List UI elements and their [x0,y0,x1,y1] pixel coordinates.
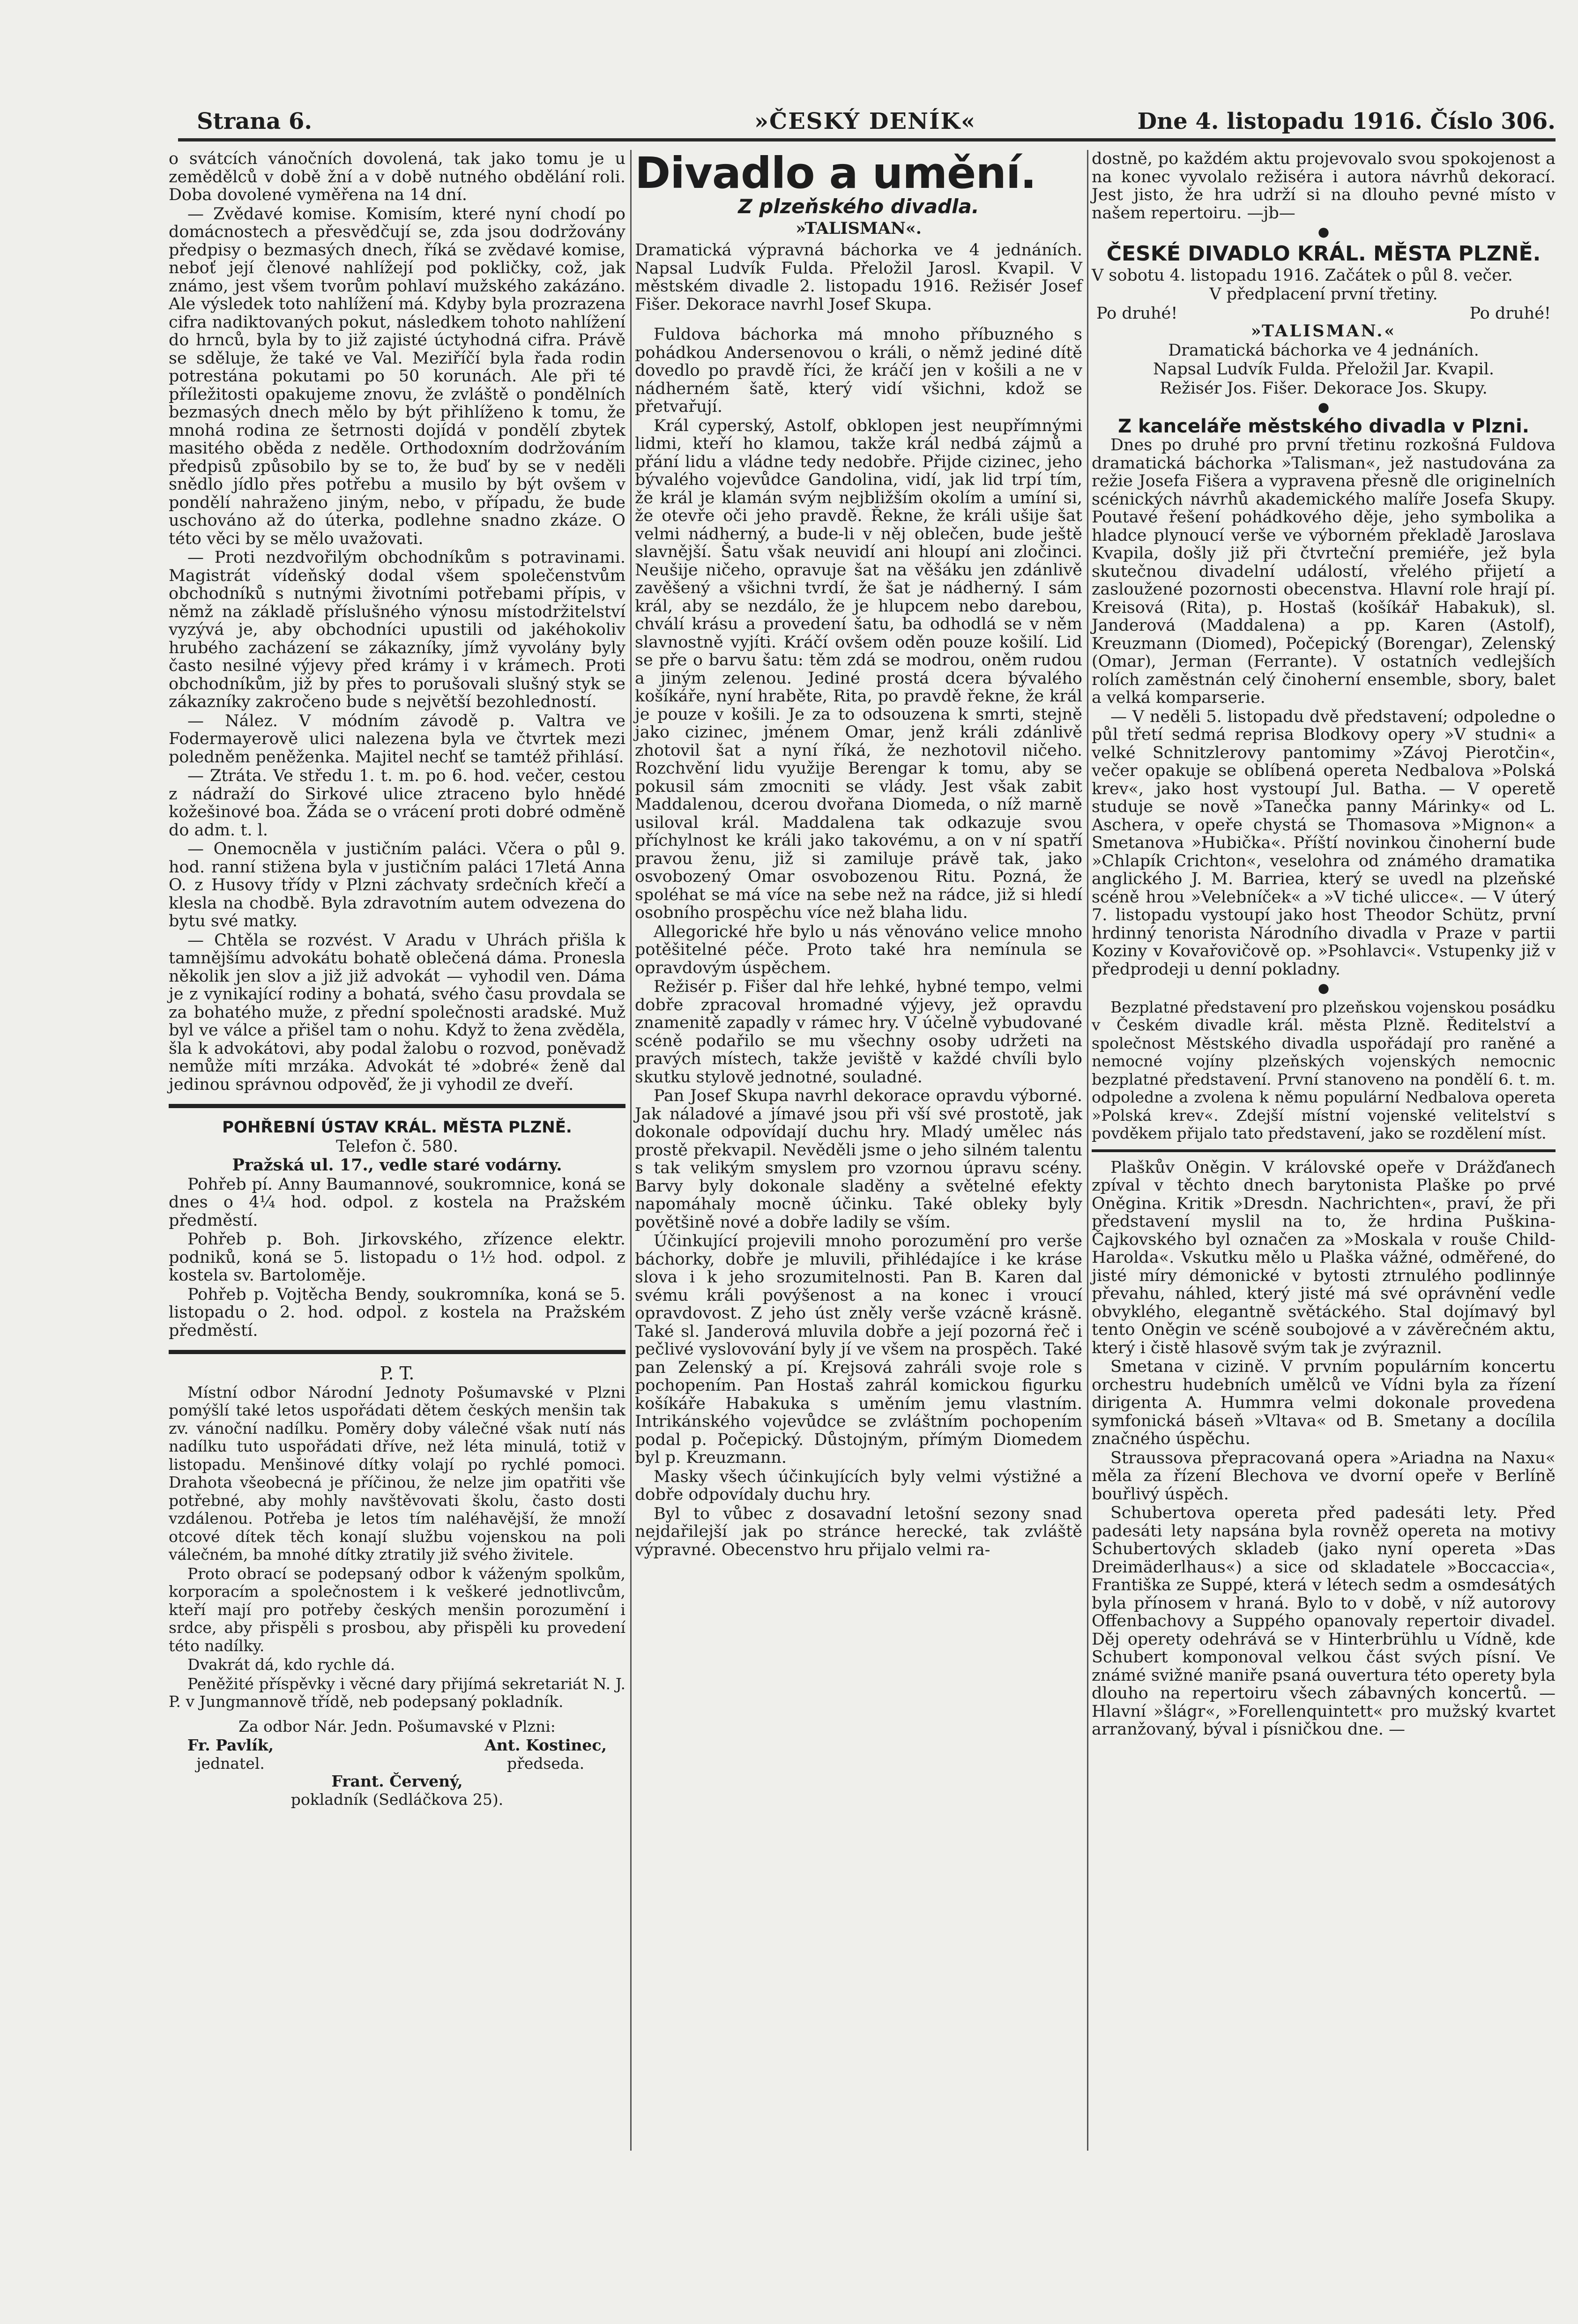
section-divider-2 [169,1350,625,1354]
page-header [178,96,1556,142]
theatre-author: Napsal Ludvík Fulda. Přeložil Jar. Kvapil. [1153,360,1495,379]
appeal-text-2: Proto obrací se podepsaný odbor k váženým spolkům, korporacím a společnostem i k veškeré jednotlivcům, kteří mají pro potřeby českých menšin porozumění i srdce, aby přispěli s prosbou, aby přispěli ku provedení této nadílky. [169,1564,625,1655]
theatre-director: Režisér Jos. Fišer. Dekorace Jos. Skupy. [1160,379,1488,398]
repeat-right: Po druhé! [1469,304,1551,323]
funeral-notice-3: Pohřeb p. Vojtěcha Bendy, soukromníka, koná se 5. listopadu o 2. hod. odpol. z kostela na Pražském předměstí. [169,1285,625,1340]
appeal-text-3: Dvakrát dá, kdo rychle dá. [187,1655,395,1674]
column-3 [1092,150,1556,1740]
review-p3: Allegorické hře bylo u nás věnováno velice mnoho potěšitelné péče. Proto také hra nemínula se opravdovým úspěchem. [635,922,1082,977]
divider-dot-2: ● [1317,399,1330,415]
section-divider-3 [1092,1149,1556,1152]
theatre-play-title: »TALISMAN.« [1250,321,1397,341]
news-onegin: Plaškův Oněgin. V královské opeře v Drážďanech zpíval v těchto dnech barytonista Plaške po prvé Oněgina. Kritik »Dresdn. Nachrichten«, praví, že při představení myslil na to, že hrdina Puškina-Čajkovského byl označen za »Moskala v rouše Child-Harolda«. Vskutku mělo u Plaška vážné, odměřené, do jisté míry démonické v bytosti ztrnulého podlinnýe převahu, náhled, který jisté má své oprávnění vedle obvyklého, elegantně světáckého. Stal dojímavý byl tento Oněgin ve scéně soubojové a v závěrečném aktu, který i čistě hlasově svým tak je zvýraznil. [1092,1158,1556,1357]
office-heading: Z kanceláře městského divadla v Plzni. [1118,415,1529,437]
review-p6: Účinkující projevili mnoho porozumění pro verše báchorky, dobře je mluvili, přihlédajíce i ke kráse slova i k jeho srozumitelnosti. Pan B. Karen dal svému králi povýšenost a na konec i vroucí opravdovost. Z jeho úst zněly verše vzácně krásně. Také sl. Janderová mluvila dobře a její pozorná řeč i pečlivé vyslovování byly jí ve všem na prospěch. Také pan Zelenský a pí. Krejsová zahráli svoje role s pochopením. Pan Hostaš zahrál komickou figurku košíkáře Habakuka s uměním jemu vlastním. Intrikánského vojevůdce se zvláštním pochopením podal p. Počepický. Důstojným, přímým Diomedem byl p. Kreuzmann. [635,1232,1082,1467]
section-divider [169,1104,625,1108]
appeal-text-4: Peněžité příspěvky i věcné dary přijímá sekretariát N. J. P. v Jungmannově třídě, neb podepsaný pokladník. [169,1674,625,1711]
office-p2: — V neděli 5. listopadu dvě představení; odpoledne o půl třetí sedmá reprisa Blodkovy opery »V studni« a velké Schnitzlerovy pantomimy »Závoj Pierotčin«, večer opakuje se oblíbená opereta Nedbalova »Polská krev«, jako host vystoupí Jul. Batha. — V operetě studuje se nově »Tanečka panny Márinky« od L. Aschera, v opeře chystá se Thomasova »Mignon« a Smetanova »Hubička«. Příští novinkou činoherní bude »Chlapík Crichton«, veselohra od známého dramatika anglického J. M. Barriea, který se uvedl na plzeňské scéně hrou »Velebníček« a »V tiché ulicce«. — V úterý 7. listopadu vystoupí jako host Theodor Schütz, první hrdinný tenorista Národního divadla v Praze v partii Koziny v Kovařovičově op. »Psohlavci«. Vstupenky již v předprodeji u denní pokladny. [1092,707,1556,979]
section-subtitle: Z plzeňského divadla. [738,195,979,218]
signature-right-name: Ant. Kostinec, [484,1736,607,1754]
review-p4: Režisér p. Fišer dal hře lehké, hybné tempo, velmi dobře zpracoval hromadné výjevy, jež opravdu znamenitě zapadly v rámec hry. V účelně vybudované scéně podařilo se mu všechny osoby udržeti na pravých místech, takže jeviště v každé chvíli bylo skutku stylově jednotné, souladné. [635,977,1082,1087]
article-zvedave-komise: — Zvědavé komise. Komisím, které nyní chodí po domácnostech a přesvědčují se, zda jsou dodržovány předpisy o bezmasých dnech, říká se zvědavé komise, neboť její členové nahlížejí pod pokličky, což, jak známo, jest všem tvorům pohlaví mužského zakázáno. Ale výsledek toto nahlížení má. Kdyby byla prozrazena cifra nadiktovaných pokut, následkem tohoto nahlížení do hrnců, byla by to již zajisté úctyhodná cifra. Právě se sděluje, že také ve Val. Meziříčí byla řada rodin potrestána pokutami po 50 korunách. Ale při té příležitosti opakujeme znovu, že zvláště o pondělních bezmasých dnech mělo by být přihlíženo k tomu, že mnohá rodina ze šetrnosti dojídá v pondělí zbytek masitého oběda z neděle. Orthodoxním dodržováním předpisů způsobilo by se to, že buď by se v neděli snědlo jídlo přes potřebu a musilo by být ovšem v pondělí nahraženo jiným, nebo, v případu, že bude uschováno až do úterka, podlehne snadno zkáze. O této věci by se mělo uvažovati. [169,204,625,548]
appeal-signature-line: Za odbor Nár. Jedn. Pošumavské v Plzni: [238,1717,556,1736]
funeral-address: Pražská ul. 17., vedle staré vodárny. [232,1155,562,1175]
column-2 [635,150,1082,1560]
appeal-text-1: Místní odbor Národní Jednoty Pošumavské v Plzni pomýšlí také letos uspořádati dětem českých menšin tak zv. vánoční nadílku. Poměry doby válečné však nutí nás nadílku tuto uspořádati dříve, než léta minulá, totiž v listopadu. Menšinové dítky volají po rychlé pomoci. Drahota všeobecná je příčinou, že nelze jim opatřiti vše potřebné, aby mohly navštěvovati školu, často dosti vzdálenou. Potřeba je letos tím naléhavější, že množí otcové dítek těch konají službu vojenskou na poli válečném, ba mnohé dítky ztratily již svého živitele. [169,1383,625,1564]
divider-dot-3: ● [1317,980,1330,996]
repeat-left: Po druhé! [1096,304,1178,323]
office-p3: Bezplatné představení pro plzeňskou vojenskou posádku v Českém divadle král. města Plzně. Ředitelství a společnost Městského divadla uspořádají pro raněné a nemocné vojíny plzeňských vojenských nemocnic bezplatné představení. První stanoveno na pondělí 6. t. m. odpoledne a zvolena k němu populární Nedbalova opereta »Polská krev«. Zdejší místní vojenské velitelství s povděkem přijalo tato představení, jako se rozdělení míst. [1092,998,1556,1142]
review-p8: Byl to vůbec z dosavadní letošní sezony snad nejdařilejší jak po stránce herecké, tak zvláště výpravné. Obecenstvo hru přijalo velmi ra- [635,1504,1082,1559]
article-dovolena: o svátcích vánočních dovolená, tak jako tomu je u zemědělců v době žní a v době nutného obdělání roli. Doba dovolené vyměřena na 14 dní. [169,149,625,204]
signature-right-role: předseda. [506,1754,585,1773]
column-rule-left [630,150,632,2151]
column-1 [169,150,625,1809]
review-p7: Masky všech účinkujících byly velmi výstižné a dobře odpovídaly duchu hry. [635,1467,1082,1504]
theatre-subscription: V předplacení první třetiny. [1209,285,1438,304]
page-number: Strana 6. [197,108,313,134]
column-rule-right [1087,150,1088,2151]
section-title-divadlo: Divadlo a umění. [635,148,1036,198]
play-credits: Dramatická výpravná báchorka ve 4 jednáních. Napsal Ludvík Fulda. Přeložil Jarosl. Kvapil. V městském divadle 2. listopadu 1916. Režisér Josef Fišer. Dekorace navrhl Josef Skupa. [635,241,1082,314]
article-nalez: — Nález. V módním závodě p. Valtra ve Fodermayerově ulici nalezena byla ve čtvrtek mezi poledněm peněženka. Majitel nechť se tamtéž přihlásí. [169,711,625,767]
play-title: »TALISMAN«. [796,218,922,238]
theatre-genre: Dramatická báchorka ve 4 jednáních. [1168,341,1479,360]
article-rozvod: — Chtěla se rozvést. V Aradu v Uhrách přišla k tamnějšímu advokátu bohatě oblečená dáma. Pronesla několik jen slov a již již advokát — vyhodil ven. Dáma je z vynikající rodiny a bohatá, svého času provdala se za bohatého muže, z přední společnosti aradské. Muž byl ve válce a přišel tam o nohu. Když to žena zvěděla, šla k advokátovi, aby podal žalobu o rozvod, poněvadž nemůže míti mrzáka. Advokát té »dobré« ženě dal jedinou správnou odpověď, že ji vyhodil ze dveří. [169,931,625,1094]
news-ariadne: Straussova přepracovaná opera »Ariadna na Naxu« měla za řízení Blechova ve dvorní opeře v Berlíně bouřlivý úspěch. [1092,1448,1556,1504]
newspaper-title: »ČESKÝ DENÍK« [754,108,976,134]
article-onemocnela: — Onemocněla v justičním paláci. Včera o půl 9. hod. ranní stižena byla v justičním paláci 17letá Anna O. z Husovy třídy v Plzni záchvaty srdečních křečí a klesla na chodbě. Byla zdravotním autem odvezena do bytu své matky. [169,840,625,931]
article-ztrata: — Ztráta. Ve středu 1. t. m. po 6. hod. večer, cestou z nádraží do Sirkové ulice ztraceno bylo hnědé kožešinové boa. Žáda se o vrácení proti dobré odměně do adm. t. l. [169,767,625,840]
signature-center-role: pokladník (Sedláčkova 25). [290,1790,504,1809]
news-schubert: Schubertova opereta před padesáti lety. Před padesáti lety napsána byla rovněž opereta na motivy Schubertových skladeb (jako nyní opereta »Das Dreimäderlhaus«) a sice od skladatele »Boccaccia«, Františka ze Suppé, která v létech sedm a osmdesátých byla přínosem v hraná. Bylo to v době, v níž autorovy Offenbachovy a Suppého opanovaly repertoir divadel. Děj operety odehrává se v Hinterbrühlu u Vídně, kde Schubert komponoval velkou část svých písní. Ve známé svižné maniře psaná ouvertura této operety byla dlouho na repertoiru všech zábavných koncertů. — Hlavní »šlágr«, »Forellenquintett« pro mužský kvartet arranžovaný, býval i písničkou dne. — [1092,1504,1556,1739]
review-p1: Fuldova báchorka má mnoho příbuzného s pohádkou Andersenovou o králi, o němž jediné dítě dovedlo po pravdě říci, že kráčí jen v košili a ne v nádherném šatě, který vidí všichni, kdož se přetvařují. [635,325,1082,416]
signature-left-name: Fr. Pavlík, [187,1736,274,1754]
appeal-heading: P. T. [380,1363,415,1384]
office-p1: Dnes po druhé pro první třetinu rozkošná Fuldova dramatická báchorka »Talisman«, jež nastudována za režie Josefa Fišera a vypravena přesně dle originelních scénických návrhů akademického malíře Josefa Skupy. Poutavé řešení pohádkového děje, jeho symbolika a hladce plynoucí verše ve výborném překladě Jaroslava Kvapila, došly již při čtvrteční premiéře, jež byla skutečnou divadelní událostí, vřelého přijetí a zasloužené pozornosti obecenstva. Hlavní role hrají pí. Kreisová (Rita), p. Hostaš (košíkář Habakuk), sl. Janderová (Maddalena) a pp. Karen (Astolf), Kreuzmann (Diomed), Počepický (Borengar), Zelenský (Omar), Jerman (Ferrante). V ostatních vedlejších rolích zaměstnán celý činoherní ensemble, sbory, balet a velká komparserie. [1092,436,1556,707]
review-continuation: dostně, po každém aktu projevovalo svou spokojenost a na konec vyvolalo režiséra i autora návrhů dekorací. Jest jisto, že hra udrží si na dlouho pevné místo v našem repertoiru. —jb— [1092,149,1556,223]
review-p5: Pan Josef Skupa navrhl dekorace opravdu výborné. Jak náladové a jímavé jsou při vší své prostotě, jak dokonale odpovídají duchu hry. Mladý umělec nás prostě překvapil. Nevěděli jsme o jeho silném talentu s tak velikým smyslem pro vzornou úpravu scény. Barvy byly dokonale sladěny a světelné efekty napomáhaly mocně účinku. Také obleky byly povětšině nové a dobře ladily se vším. [635,1087,1082,1232]
article-obchodnici: — Proti nezdvořilým obchodníkům s potravinami. Magistrát vídeňský dodal všem společenstvům obchodníků s nutnými životními potřebami přípis, v němž na základě příslušného výnosu místodržitelství vyzývá je, aby obchodníci upustili od jakéhokoliv hrubého zacházení se zákazníky, jímž vyvolány byly často nesilné výjevy před krámy i v krámech. Proti obchodníkům, již by přes to porušovali slušný styk se zákazníky zakročeno bude s největší bezohledností. [169,548,625,711]
funeral-phone: Telefon č. 580. [336,1137,458,1156]
funeral-notice-2: Pohřeb p. Boh. Jirkovského, zřízence elektr. podniků, koná se 5. listopadu o 1½ hod. odpol. z kostela sv. Bartoloměje. [169,1230,625,1285]
repeat-line [1092,305,1556,323]
theatre-date: V sobotu 4. listopadu 1916. Začátek o půl 8. večer. [1092,266,1513,285]
review-p2: Král cyperský, Astolf, obklopen jest neupřímnými lidmi, kteří ho klamou, takže král nedbá zájmů a přání lidu a vládne tedy nedobře. Přijde cizinec, jeho bývalého vojevůdce Gandolina, vidí, jak lid trpí tím, že král je klamán svým nejbližším okolím a umíní si, že otevře oči jeho pravdě. Řekne, že králi ušije šat velmi nádherný, a bude-li v něj oblečen, bude ještě slavnější. Šatu však neuvidí ani hloupí ani zločinci. Neušije ničeho, opravuje šat na věšáku jen zdánlivě zavěšený a všichni tvrdí, že šat je nádherný. I sám král, aby se nezdálo, že je hlupcem nebo darebou, chválí krásu a provedení šatu, ba odhodlá se v něm slavnostně vyjíti. Kráčí ovšem oděn pouze košilí. Lid se pře o barvu šatu: těm zdá se modrou, oněm rudou a jiným zelenou. Jediné prostá dcera bývalého košíkáře, nyní hraběte, Rita, po pravdě řekne, že král je pouze v košili. Je za to odsouzena k smrti, stejně jako cizinec, jménem Omar, jenž králi zdánlivě zhotovil šat a nyní říká, že nezhotovil ničeho. Rozchvění lidu využije Berengar k tomu, aby se pokusil sám zmocniti se vlády. Jest však zabit Maddalenou, dcerou dvořana Diomeda, o níž marně usiloval král. Maddalena tak odkazuje svou příchylnost ke králi jako takovému, a on v ní spatří pravou ženu, již si zamiluje právě tak, jako osvobozený Omar osvobozenou Ritu. Pozná, že spoléhat se má více na sebe než na rádce, již si hledí osobního prospěchu více než blaha lidu. [635,416,1082,922]
theatre-announcement-heading: ČESKÉ DIVADLO KRÁL. MĚSTA PLZNĚ. [1106,241,1541,266]
news-smetana: Smetana v cizině. V prvním populárním koncertu orchestru hudebních umělců ve Vídni byla za řízení dirigenta A. Hummra velmi dokonale provedena symfonická báseň »Vltava« od B. Smetany a docílila značného úspěchu. [1092,1357,1556,1448]
funeral-heading: POHŘEBNÍ ÚSTAV KRÁL. MĚSTA PLZNĚ. [222,1118,572,1137]
divider-dot: ● [1317,224,1330,239]
signature-left-role: jednatel. [196,1754,265,1773]
issue-date: Dne 4. listopadu 1916. Číslo 306. [1137,108,1556,134]
signatures [169,1736,625,1773]
funeral-notice-1: Pohřeb pí. Anny Baumannové, soukromnice, koná se dnes o 4¼ hod. odpol. z kostela na Pražském předměstí. [169,1175,625,1230]
signature-center-name: Frant. Červený, [331,1772,463,1790]
